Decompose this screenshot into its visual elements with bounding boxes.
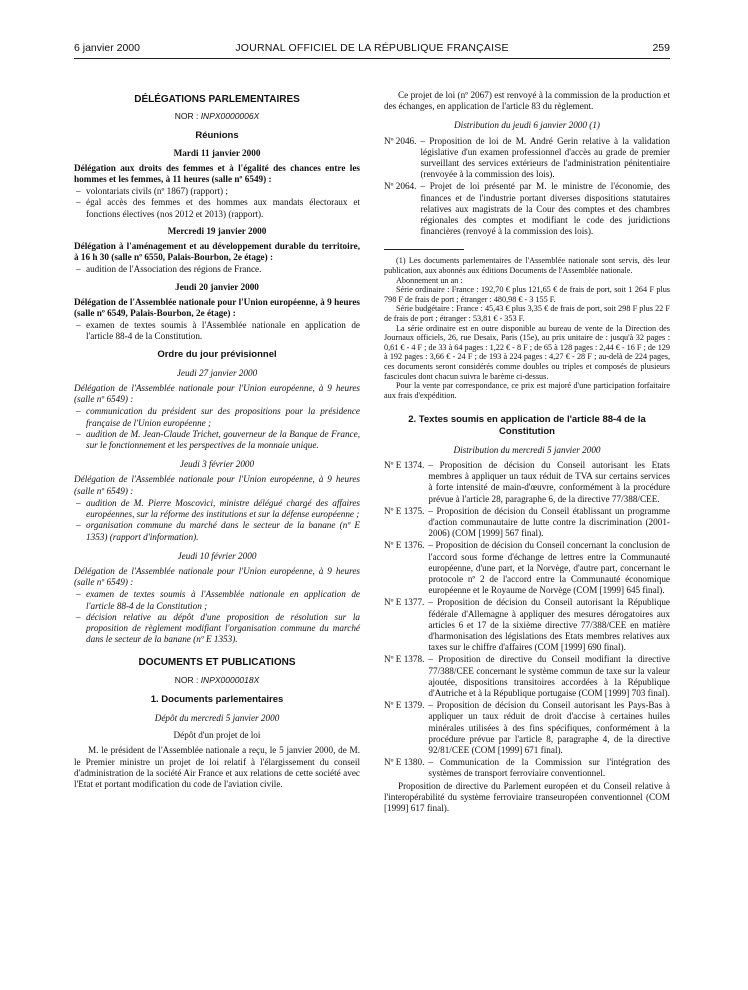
- agenda-list: [74, 406, 360, 451]
- nor-reference: [74, 111, 360, 122]
- footnote-text: La série ordinaire est en outre disponible au bureau de vente de la Direction des Journaux officiels, 26, rue Desaix, Paris (15e), au prix unitaire de : jusqu'à 32 pages : 0,61 € - 4 F ; de 33 à 64 pages : 1,22 € - 8 F ; de 65 à 128 pages : 2,44 € - 16 F ; de 129 à 192 pages : 3,66 € - 24 F ; de 193 à 224 pages : 4,27 € - 28 F ; au-delà de 224 pages, ces documents seront considérés comme doubles ou triples et composés de plusieurs fascicules dont chacun suivra le barème ci-dessus.: [384, 323, 670, 381]
- entry-text: – Proposition de loi de M. André Gerin relative à la validation législative d'un examen professionnel d'accès au grade de premier surveillant des services extérieurs de l'administration pénitentiaire (renvoyée à la commission des lois).: [420, 135, 670, 180]
- left-column: [74, 90, 360, 790]
- agenda-date: Jeudi 3 février 2000: [179, 459, 255, 470]
- nor-reference: [74, 675, 360, 686]
- agenda-body: Délégation de l'Assemblée nationale pour l'Union européenne, à 9 heures (salle nº 6549) :: [74, 474, 360, 496]
- meeting-date: Mercredi 19 janvier 2000: [167, 225, 267, 236]
- footnote-text: (1) Les documents parlementaires de l'Assemblée nationale sont servis, dès leur publication, aux abonnés aux éditions Documents de l'Assemblée nationale.: [384, 256, 670, 276]
- agenda-date: Jeudi 27 janvier 2000: [176, 367, 258, 378]
- footnote-text: Série budgétaire : France : 45,43 € plus 3,35 € de frais de port, soit 298 F plus 22 F de frais de port ; étranger : 53,81 € - 353 F.: [384, 304, 670, 323]
- nor-code: INPX0000018X: [200, 674, 260, 685]
- entry-number: Nº E 1379.: [384, 700, 425, 711]
- distribution-date: Distribution du mercredi 5 janvier 2000: [453, 444, 601, 455]
- agenda-item: – organisation commune du marché dans le secteur de la banane (nº E 1353) (rapport d'information).: [74, 520, 360, 542]
- entry-number: Nº E 1374.: [384, 459, 425, 470]
- document-entry: [384, 136, 670, 181]
- right-column: [384, 90, 670, 814]
- meeting-date: Jeudi 20 janvier 2000: [175, 281, 259, 292]
- subsection-reunions: Réunions: [195, 130, 239, 142]
- entry-number: Nº E 1375.: [384, 505, 425, 516]
- entry-text: – Proposition de décision du Conseil autorisant les Pays-Bas à appliquer un taux réduit de droit d'accise à certaines huiles minérales utilisées à des fins spécifiques, conformément à la procédure prévue par l'article 8, paragraphe 4, de la directive 92/81/CEE (COM [1999] 671 final).: [428, 700, 670, 756]
- depot-title: Dépôt d'un projet de loi: [173, 730, 261, 741]
- agenda-item: – égal accès des femmes et des hommes aux mandats électoraux et fonctions électives (nos 2012 et 2013) (rapport).: [74, 197, 360, 219]
- subsection-ordre-du-jour: Ordre du jour prévisionnel: [157, 348, 277, 360]
- document-entry: [384, 757, 670, 779]
- agenda-list: [74, 589, 360, 645]
- distribution-date: Distribution du jeudi 6 janvier 2000 (1): [454, 120, 600, 131]
- footnote-text: Pour la vente par correspondance, ce prix est majoré d'une participation forfaitaire aux frais d'expédition.: [384, 381, 670, 400]
- agenda-item: – communication du président sur des propositions pour la présidence française de l'Union européenne ;: [74, 406, 360, 428]
- agenda-body: Délégation de l'Assemblée nationale pour l'Union européenne, à 9 heures (salle nº 6549) :: [74, 565, 360, 588]
- agenda-list: [74, 186, 360, 220]
- document-entry: [384, 597, 670, 653]
- agenda-list: [74, 264, 360, 275]
- document-entry: [384, 700, 670, 756]
- entry-number: Nº E 1377.: [384, 597, 425, 608]
- page-number: 259: [652, 42, 670, 54]
- depot-body: M. le président de l'Assemblée nationale a reçu, le 5 janvier 2000, de M. le Premier ministre un projet de loi relatif à l'élargissement du conseil d'administration de la société Air France et aux relations de cette société avec l'Etat et portant modification du code de l'aviation civile.: [74, 745, 360, 789]
- agenda-item: – examen de textes soumis à l'Assemblée nationale en application de l'article 88-4 de la Constitution.: [74, 320, 360, 342]
- agenda-item: – examen de textes soumis à l'Assemblée nationale en application de l'article 88-4 de la Constitution ;: [74, 589, 360, 611]
- agenda-date: Jeudi 10 février 2000: [177, 550, 257, 561]
- agenda-item: – audition de l'Association des régions de France.: [74, 264, 360, 275]
- entry-text: – Projet de loi présenté par M. le ministre de l'économie, des finances et de l'industrie portant diverses dispositions statutaires relatives aux magistrats de la Cour des comptes et des chambres régionales des comptes et modifiant le code des juridictions financières (renvoyé à la commission des lois).: [420, 181, 670, 237]
- meeting-body: Délégation à l'aménagement et au développement durable du territoire, à 16 h 30 (salle nº 6550, Palais-Bourbon, 2e étage) :: [74, 241, 360, 263]
- meeting-body: Délégation aux droits des femmes et à l'égalité des chances entre les hommes et les femmes, à 11 heures (salle nº 6549) :: [74, 162, 360, 185]
- nor-label: NOR :: [174, 674, 199, 685]
- section-title-delegations: DÉLÉGATIONS PARLEMENTAIRES: [134, 94, 300, 105]
- agenda-item: – audition de M. Jean-Claude Trichet, gouverneur de la Banque de France, sur le fonctionnement et les perspectives de la monnaie unique.: [74, 429, 360, 451]
- footnote-text: Abonnement un an :: [396, 275, 463, 285]
- agenda-item: – volontariats civils (nº 1867) (rapport) ;: [74, 186, 360, 197]
- entry-text: – Proposition de décision du Conseil concernant la conclusion de l'accord sous forme d'échange de lettres entre la Communauté européenne, d'une part, et la Norvège, d'autre part, concernant le protocole nº 2 de l'accord entre la Communauté économique européenne et le Royaume de Norvège (COM [1999] 645 final).: [428, 540, 670, 596]
- document-entry: [384, 506, 670, 540]
- entry-number: Nº E 1380.: [384, 757, 425, 768]
- nor-label: NOR :: [174, 111, 199, 122]
- agenda-body: Délégation de l'Assemblée nationale pour l'Union européenne, à 9 heures (salle nº 6549) :: [74, 383, 360, 405]
- section-title-documents: DOCUMENTS ET PUBLICATIONS: [138, 657, 296, 669]
- nor-code: INPX0000006X: [200, 111, 260, 122]
- entry-text: – Proposition de décision du Conseil établissant un programme d'action communautaire de lutte contre la discrimination (2001-2006) (COM [1999] 567 final).: [428, 505, 670, 539]
- entry-number: Nº 2046.: [384, 135, 417, 146]
- entry-continuation: Proposition de directive du Parlement européen et du Conseil relative à l'interopérabilité du système ferroviaire transeuropéen conventionnel (COM [1999] 617 final).: [384, 780, 670, 814]
- document-entry: [384, 460, 670, 505]
- subsection-documents-parlementaires: 1. Documents parlementaires: [150, 693, 284, 705]
- agenda-list: [74, 320, 360, 342]
- footnote-rule: [384, 249, 464, 250]
- agenda-list: [74, 498, 360, 543]
- entry-number: Nº E 1378.: [384, 654, 425, 665]
- renvoi-paragraph: Ce projet de loi (nº 2067) est renvoyé à la commission de la production et des échanges, en application de l'article 83 du règlement.: [384, 90, 670, 112]
- document-entry: [384, 540, 670, 596]
- entry-text: – Proposition de directive du Conseil modifiant la directive 77/388/CEE concernant le système commun de taxe sur la valeur ajoutée, dispositions transitoires accordées à la République d'Autriche et à la République portugaise (COM [1999] 703 final).: [428, 654, 670, 699]
- entry-text: – Proposition de décision du Conseil autorisant les Etats membres à appliquer un taux réduit de TVA sur certains services à forte intensité de main-d'œuvre, conformément à la procédure prévue à l'article 28, paragraphe 6, de la directive 77/388/CEE.: [428, 459, 670, 504]
- agenda-item: – décision relative au dépôt d'une proposition de résolution sur la proposition de règlement modifiant l'organisation commune du marché dans le secteur de la banane (nº E 1353).: [74, 612, 360, 646]
- entry-text: – Proposition de décision du Conseil autorisant la République fédérale d'Allemagne à appliquer des mesures dérogatoires aux articles 6 et 17 de la sixième directive 77/388/CEE en matière d'harmonisation des législations des Etats membres relatives aux taxes sur le chiffre d'affaires (COM [1999] 690 final).: [428, 597, 670, 653]
- entry-number: Nº 2064.: [384, 181, 417, 192]
- subsection-textes-soumis: 2. Textes soumis en application de l'article 88-4 de la Constitution: [408, 414, 646, 437]
- document-entry: [384, 181, 670, 237]
- meeting-body: Délégation de l'Assemblée nationale pour l'Union européenne, à 9 heures (salle nº 6549, Palais-Bourbon, 2e étage) :: [74, 296, 360, 319]
- agenda-item: – audition de M. Pierre Moscovici, ministre délégué chargé des affaires européennes, sur la réforme des institutions et sur la défense européenne ;: [74, 498, 360, 520]
- meeting-date: Mardi 11 janvier 2000: [173, 147, 261, 158]
- journal-title: JOURNAL OFFICIEL DE LA RÉPUBLIQUE FRANÇAISE: [235, 42, 509, 54]
- page-header: [74, 40, 670, 59]
- entry-number: Nº E 1376.: [384, 540, 425, 551]
- footnote-text: Série ordinaire : France : 192,70 € plus 121,65 € de frais de port, soit 1 264 F plus 798 F de frais de port ; étranger : 480,98 € - 3 155 F.: [384, 285, 670, 304]
- depot-date: Dépôt du mercredi 5 janvier 2000: [154, 712, 280, 723]
- header-date: 6 janvier 2000: [74, 42, 140, 54]
- document-entry: [384, 654, 670, 699]
- entry-text: – Communication de la Commission sur l'intégration des systèmes de transport ferroviaire conventionnel.: [428, 757, 670, 779]
